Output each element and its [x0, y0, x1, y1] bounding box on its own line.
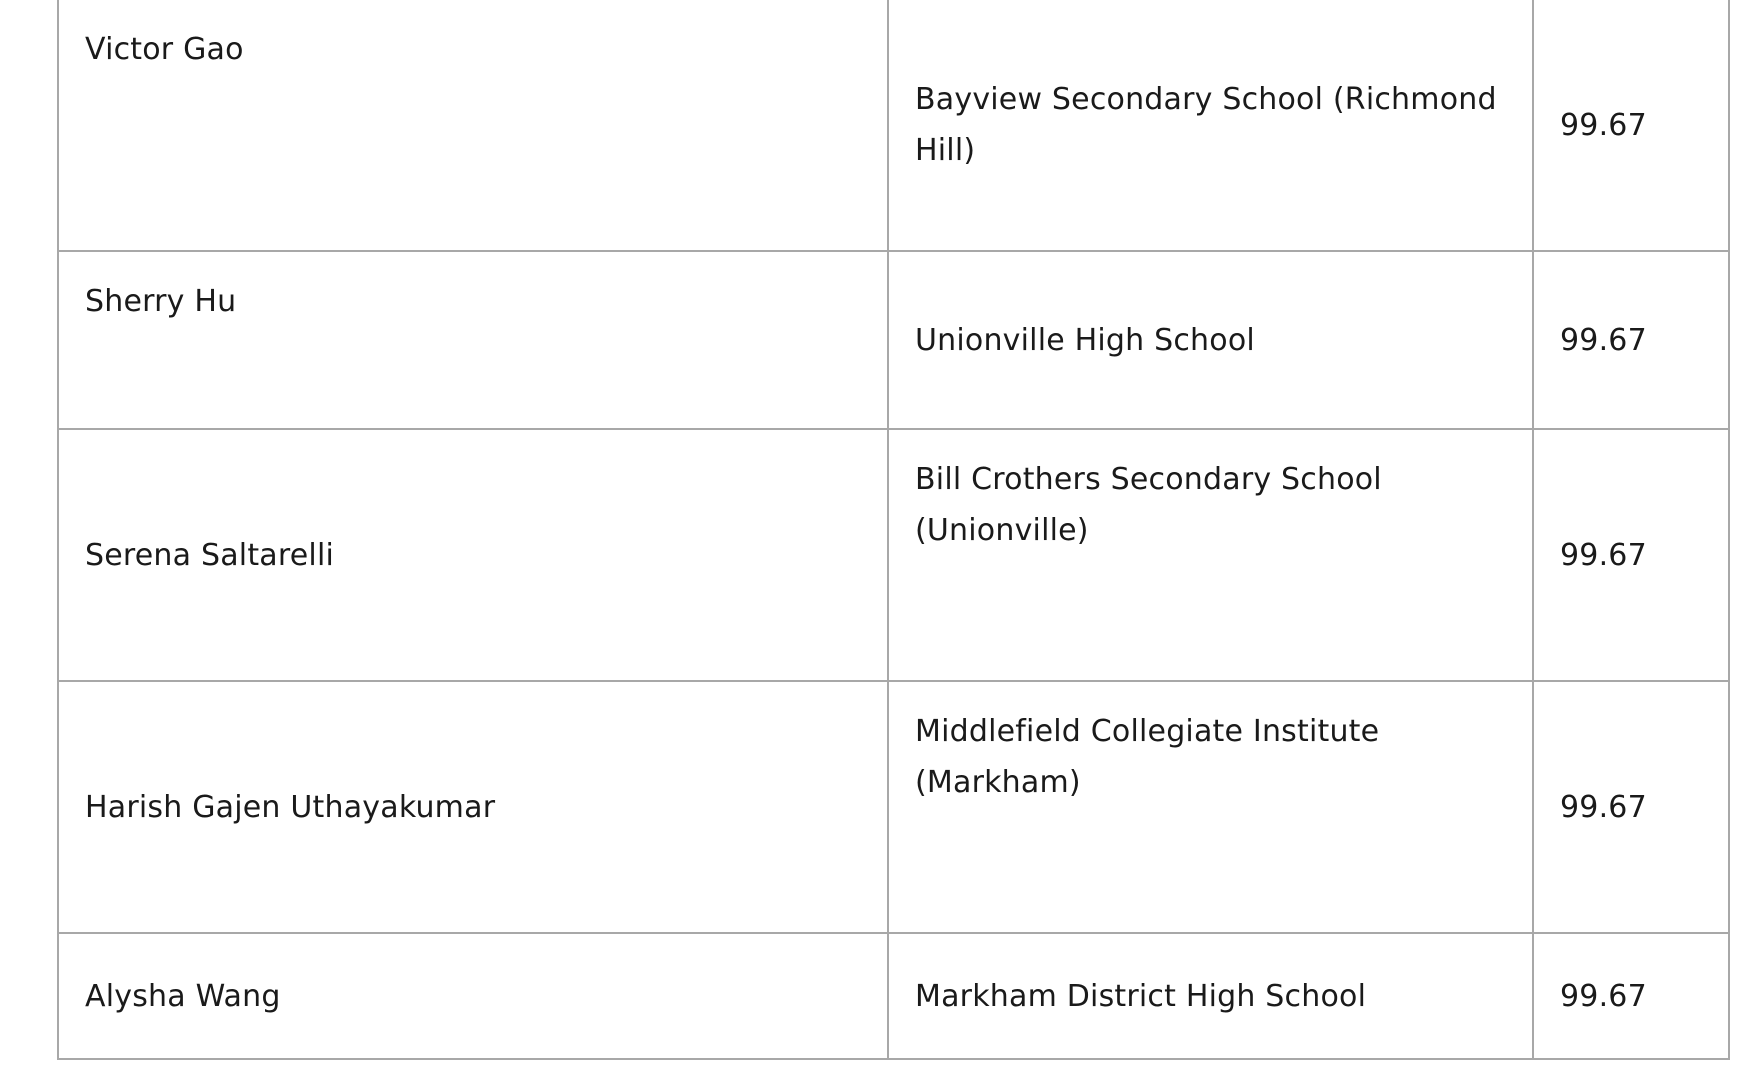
student-name-cell: Harish Gajen Uthayakumar — [58, 681, 888, 933]
student-name-cell: Alysha Wang — [58, 933, 888, 1059]
score-cell: 99.67 — [1533, 251, 1729, 429]
school-cell: Markham District High School — [888, 933, 1533, 1059]
school-cell — [888, 429, 1533, 681]
score-cell: 99.67 — [1533, 933, 1729, 1059]
table-row — [58, 681, 1729, 933]
student-name-cell: Sherry Hu — [58, 251, 888, 429]
school-cell: Bayview Secondary School (Richmond Hill) — [888, 0, 1533, 251]
score-cell: 99.67 — [1533, 429, 1729, 681]
student-name-cell: Serena Saltarelli — [58, 429, 888, 681]
score-cell: 99.67 — [1533, 681, 1729, 933]
table-row — [58, 251, 1729, 429]
school-cell: Unionville High School — [888, 251, 1533, 429]
score-cell: 99.67 — [1533, 0, 1729, 251]
school-cell — [888, 681, 1533, 933]
results-table-container — [57, 0, 1728, 1060]
student-name-cell: Victor Gao — [58, 0, 888, 251]
table-row — [58, 0, 1729, 251]
table-row — [58, 429, 1729, 681]
school-text: Bill Crothers Secondary School (Unionville) — [915, 462, 1382, 548]
school-text: Middlefield Collegiate Institute (Markham) — [915, 714, 1380, 800]
results-table — [57, 0, 1730, 1060]
table-row — [58, 933, 1729, 1059]
